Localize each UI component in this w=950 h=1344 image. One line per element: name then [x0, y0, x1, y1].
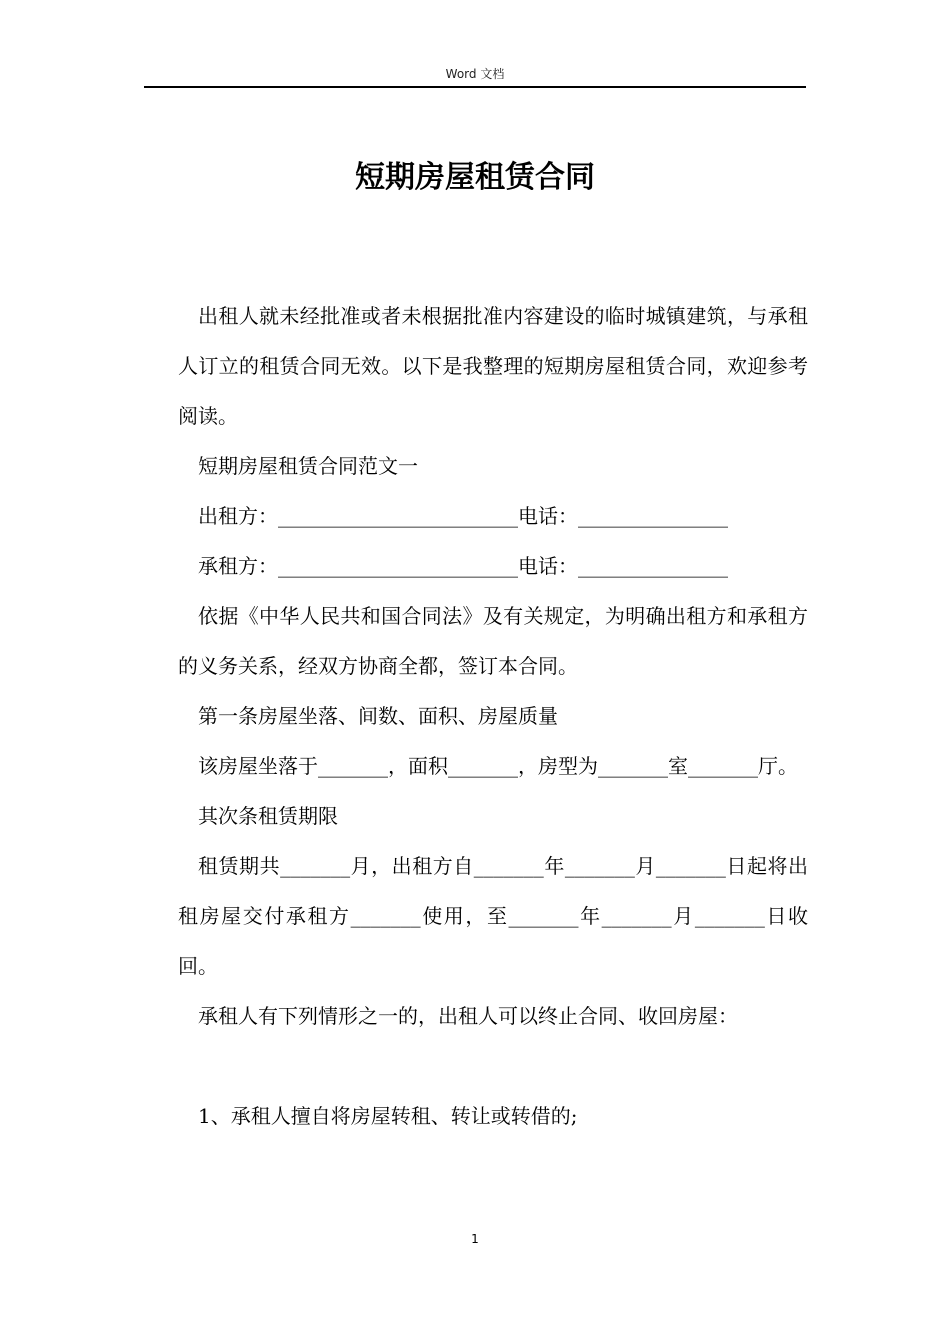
page-header: Word 文档	[445, 67, 505, 81]
header-divider	[144, 86, 806, 88]
lessee-line: 承租方：________________________电话：_______________	[198, 554, 728, 578]
article-two-body: 租赁期共_______月，出租方自_______年_______月_______日起将出租房屋交付承租方_______使用，至_______年_______月_______日收回。	[178, 854, 808, 978]
document-title: 短期房屋租赁合同	[355, 160, 595, 195]
section-heading-sample-one: 短期房屋租赁合同范文一	[198, 454, 418, 478]
termination-condition-item: 1、承租人擅自将房屋转租、转让或转借的;	[198, 1104, 578, 1128]
intro-paragraph: 出租人就未经批准或者未根据批准内容建设的临时城镇建筑，与承租人订立的租赁合同无效。以下是我整理的短期房屋租赁合同，欢迎参考阅读。	[178, 304, 808, 428]
basis-paragraph: 依据《中华人民共和国合同法》及有关规定，为明确出租方和承租方的义务关系，经双方协商全都，签订本合同。	[178, 604, 808, 678]
lessor-line: 出租方：________________________电话：_______________	[198, 504, 728, 528]
article-two-heading: 其次条租赁期限	[198, 804, 338, 828]
page-number: 1	[471, 1232, 479, 1246]
article-one-body: 该房屋坐落于_______，面积_______，房型为_______室_______厅。	[198, 754, 798, 778]
document-body	[178, 291, 808, 1141]
termination-conditions-intro: 承租人有下列情形之一的，出租人可以终止合同、收回房屋：	[198, 1004, 738, 1028]
article-one-heading: 第一条房屋坐落、间数、面积、房屋质量	[198, 704, 558, 728]
